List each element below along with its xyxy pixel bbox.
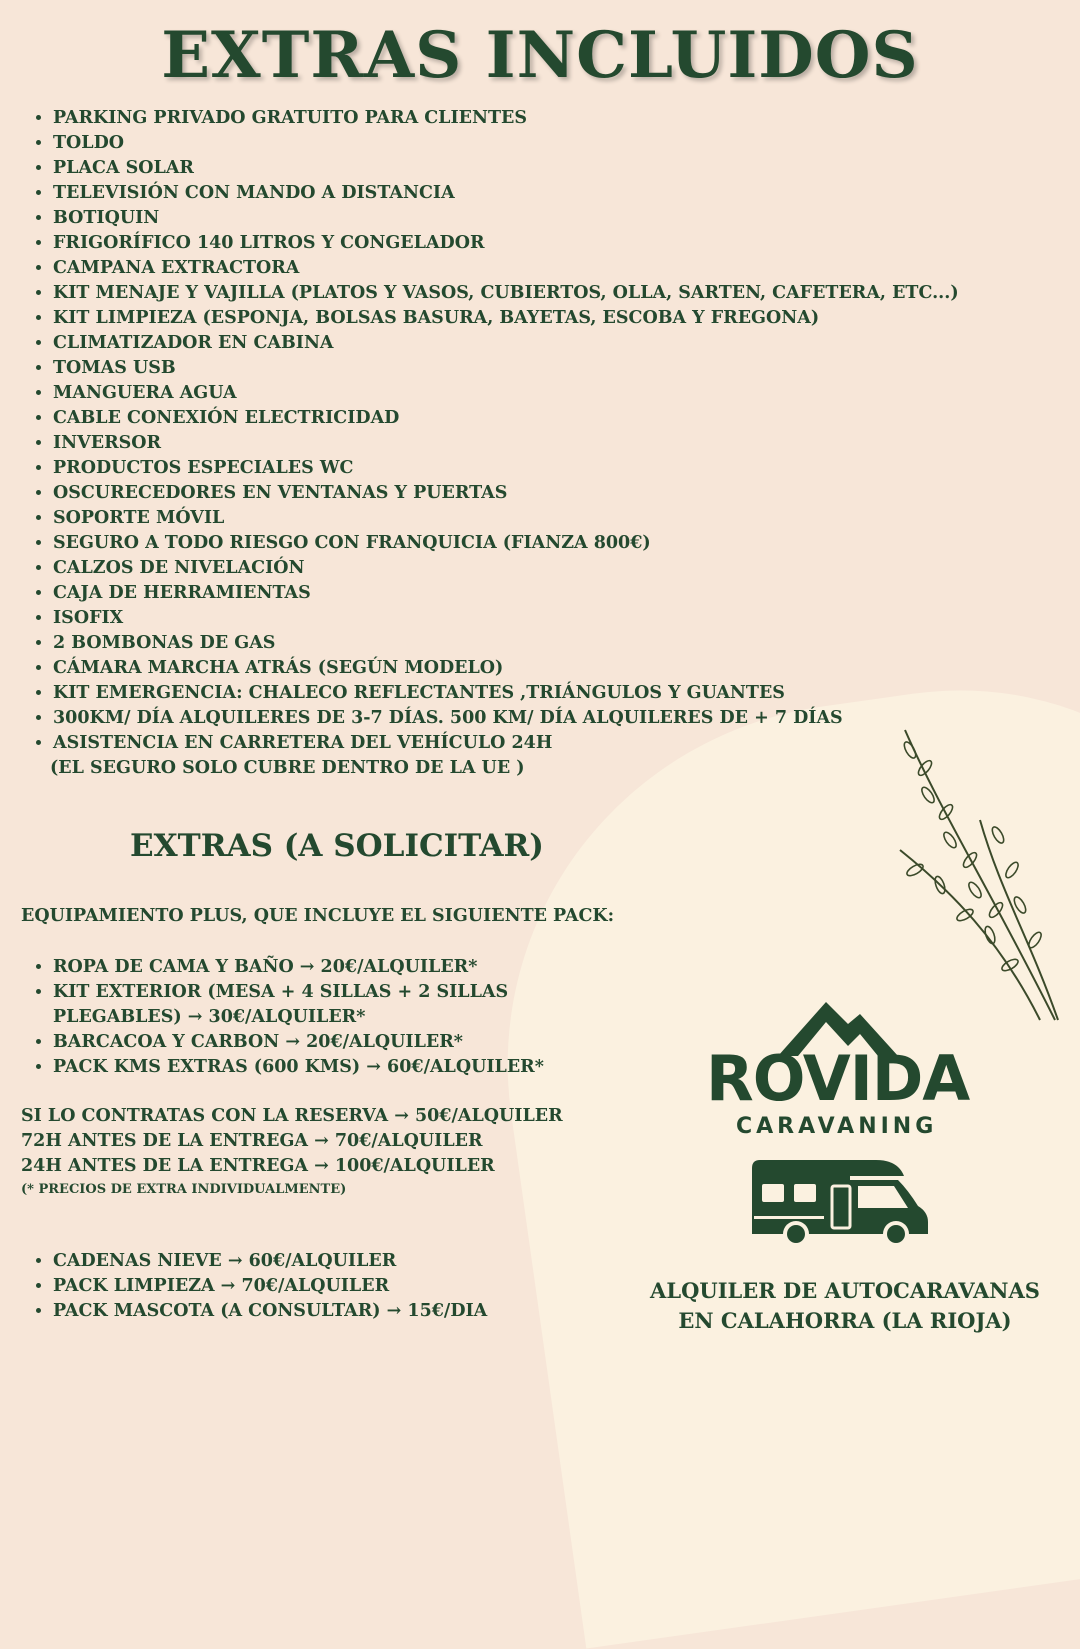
list-item: • SOPORTE MÓVIL bbox=[53, 506, 959, 531]
tagline-line: ALQUILER DE AUTOCARAVANAS bbox=[650, 1278, 1040, 1303]
pricing-line: 72H ANTES DE LA ENTREGA → 70€/ALQUILER bbox=[21, 1131, 483, 1151]
pricing-note: (* PRECIOS DE EXTRA INDIVIDUALMENTE) bbox=[21, 1182, 347, 1197]
list-item: • BARCACOA Y CARBON → 20€/ALQUILER* bbox=[53, 1030, 613, 1055]
list-item: • OSCURECEDORES EN VENTANAS Y PUERTAS bbox=[53, 481, 959, 506]
list-item: • 2 BOMBONAS DE GAS bbox=[53, 631, 959, 656]
list-item: • PARKING PRIVADO GRATUITO PARA CLIENTES bbox=[53, 106, 959, 131]
list-item: • TOMAS USB bbox=[53, 356, 959, 381]
list-item: • KIT LIMPIEZA (ESPONJA, BOLSAS BASURA, BAYETAS, ESCOBA Y FREGONA) bbox=[53, 306, 959, 331]
section-title-extras: EXTRAS (A SOLICITAR) bbox=[130, 828, 544, 864]
list-item: • CLIMATIZADOR EN CABINA bbox=[53, 331, 959, 356]
list-item: • CAMPANA EXTRACTORA bbox=[53, 256, 959, 281]
list-item: • FRIGORÍFICO 140 LITROS Y CONGELADOR bbox=[53, 231, 959, 256]
list-item: • BOTIQUIN bbox=[53, 206, 959, 231]
list-item: • CÁMARA MARCHA ATRÁS (SEGÚN MODELO) bbox=[53, 656, 959, 681]
page-title: EXTRAS INCLUIDOS bbox=[161, 18, 919, 93]
list-item: • KIT EXTERIOR (MESA + 4 SILLAS + 2 SILLAS PLEGABLES) → 30€/ALQUILER* bbox=[53, 980, 613, 1030]
brand-subtitle: CARAVANING bbox=[736, 1114, 938, 1139]
list-item: • ROPA DE CAMA Y BAÑO → 20€/ALQUILER* bbox=[53, 955, 613, 980]
tagline bbox=[640, 1276, 1050, 1336]
insurance-note: (EL SEGURO SOLO CUBRE DENTRO DE LA UE ) bbox=[50, 758, 525, 778]
list-item: • CALZOS DE NIVELACIÓN bbox=[53, 556, 959, 581]
tagline-line: EN CALAHORRA (LA RIOJA) bbox=[678, 1308, 1012, 1333]
list-item: • PRODUCTOS ESPECIALES WC bbox=[53, 456, 959, 481]
list-item: • PACK LIMPIEZA → 70€/ALQUILER bbox=[53, 1274, 487, 1299]
list-item: • INVERSOR bbox=[53, 431, 959, 456]
other-extras-list bbox=[22, 1249, 487, 1324]
plus-pack-list bbox=[22, 955, 613, 1080]
camper-van-icon bbox=[748, 1156, 932, 1250]
list-item: • ASISTENCIA EN CARRETERA DEL VEHÍCULO 24H bbox=[53, 731, 959, 756]
list-item: • PLACA SOLAR bbox=[53, 156, 959, 181]
list-item: • CADENAS NIEVE → 60€/ALQUILER bbox=[53, 1249, 487, 1274]
list-item: • KIT EMERGENCIA: CHALECO REFLECTANTES ,TRIÁNGULOS Y GUANTES bbox=[53, 681, 959, 706]
brand-name: ROVIDA bbox=[706, 1042, 970, 1115]
list-item: • SEGURO A TODO RIESGO CON FRANQUICIA (FIANZA 800€) bbox=[53, 531, 959, 556]
list-item: • ISOFIX bbox=[53, 606, 959, 631]
list-item: • CABLE CONEXIÓN ELECTRICIDAD bbox=[53, 406, 959, 431]
list-item: • PACK KMS EXTRAS (600 KMS) → 60€/ALQUILER* bbox=[53, 1055, 613, 1080]
list-item: • KIT MENAJE Y VAJILLA (PLATOS Y VASOS, CUBIERTOS, OLLA, SARTEN, CAFETERA, ETC...) bbox=[53, 281, 959, 306]
list-item: • 300KM/ DÍA ALQUILERES DE 3-7 DÍAS. 500 KM/ DÍA ALQUILERES DE + 7 DÍAS bbox=[53, 706, 959, 731]
list-item: • TELEVISIÓN CON MANDO A DISTANCIA bbox=[53, 181, 959, 206]
herb-sprig-icon bbox=[880, 720, 1080, 1040]
plus-intro: EQUIPAMIENTO PLUS, QUE INCLUYE EL SIGUIENTE PACK: bbox=[21, 906, 615, 926]
list-item: • PACK MASCOTA (A CONSULTAR) → 15€/DIA bbox=[53, 1299, 487, 1324]
pricing-line: SI LO CONTRATAS CON LA RESERVA → 50€/ALQUILER bbox=[21, 1106, 563, 1126]
included-extras-list bbox=[22, 106, 959, 756]
pricing-line: 24H ANTES DE LA ENTREGA → 100€/ALQUILER bbox=[21, 1156, 495, 1176]
list-item: • TOLDO bbox=[53, 131, 959, 156]
list-item: • CAJA DE HERRAMIENTAS bbox=[53, 581, 959, 606]
list-item: • MANGUERA AGUA bbox=[53, 381, 959, 406]
